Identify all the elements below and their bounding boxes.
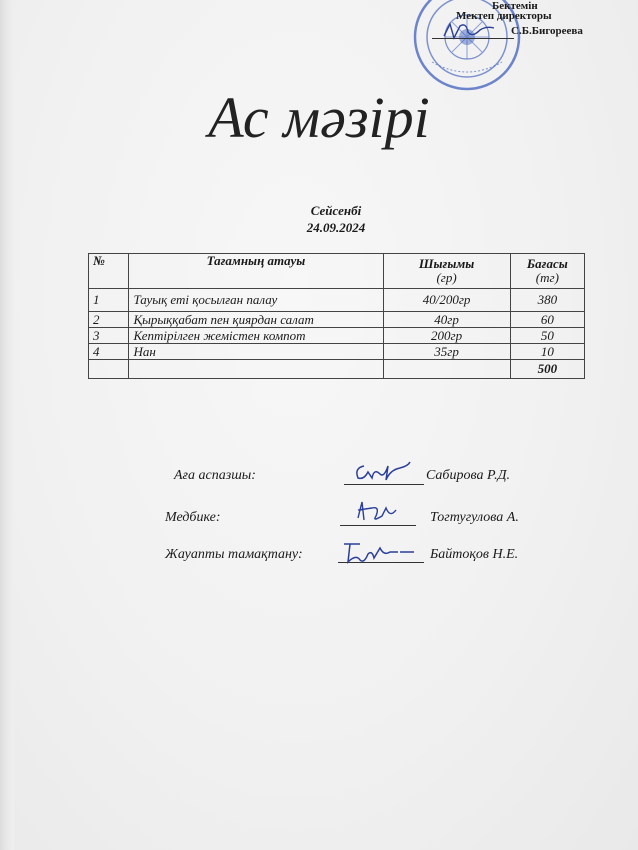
table-row	[89, 289, 585, 312]
day-of-week: Сейсенбі	[310, 203, 362, 218]
table-total-row	[89, 360, 585, 379]
row-name: Қырыққабат пен қиярдан салат	[129, 312, 383, 328]
row-yield: 40гр	[383, 312, 510, 328]
signature-role-nurse: Медбике:	[165, 510, 221, 525]
total-empty-cell	[383, 360, 510, 379]
signature-role-responsible: Жауапты тамақтану:	[165, 547, 303, 562]
header-price-label: Бағасы	[526, 256, 568, 271]
total-empty-cell	[129, 360, 383, 379]
nurse-signature	[352, 498, 402, 526]
approval-line-3: С.Б.Бигореева	[511, 25, 583, 37]
header-yield	[383, 254, 510, 289]
header-name: Тағамның атауы	[129, 254, 383, 289]
total-price: 500	[510, 360, 584, 379]
row-num: 3	[89, 328, 129, 344]
signature-name-nurse: Тогтугулова А.	[430, 510, 519, 525]
signature-name-chef: Сабирова Р.Д.	[426, 468, 511, 483]
row-price: 380	[510, 289, 584, 312]
menu-table	[88, 253, 585, 379]
chef-signature	[350, 458, 414, 484]
row-price: 60	[510, 312, 584, 328]
row-yield: 40/200гр	[383, 289, 510, 312]
table-row	[89, 344, 585, 360]
row-price: 10	[510, 344, 584, 360]
row-yield: 200гр	[383, 328, 510, 344]
header-price-unit: (тг)	[535, 270, 559, 285]
menu-date: 24.09.2024	[306, 220, 366, 235]
signature-role-chef: Аға аспазшы:	[174, 468, 256, 483]
responsible-signature	[340, 540, 420, 566]
header-yield-label: Шығымы	[418, 256, 475, 271]
signature-line-chef	[344, 484, 424, 485]
table-row	[89, 328, 585, 344]
row-num: 4	[89, 344, 129, 360]
signature-name-responsible: Байтоқов Н.Е.	[430, 547, 519, 562]
header-num: №	[89, 254, 129, 289]
row-price: 50	[510, 328, 584, 344]
row-num: 2	[89, 312, 129, 328]
approval-line-1: Бектемін	[492, 0, 538, 12]
header-yield-unit: (гр)	[436, 270, 457, 285]
table-row	[89, 312, 585, 328]
approval-line-2: Мектеп директоры	[456, 10, 552, 22]
row-num: 1	[89, 289, 129, 312]
row-name: Тауық еті қосылған палау	[129, 289, 383, 312]
header-price	[510, 254, 584, 289]
row-yield: 35гр	[383, 344, 510, 360]
director-signature	[440, 20, 500, 42]
row-name: Кептірілген жемістен компот	[129, 328, 383, 344]
row-name: Нан	[129, 344, 383, 360]
total-empty-cell	[89, 360, 129, 379]
table-header-row	[89, 254, 585, 289]
page-title: Ас мәзірі	[208, 85, 430, 150]
